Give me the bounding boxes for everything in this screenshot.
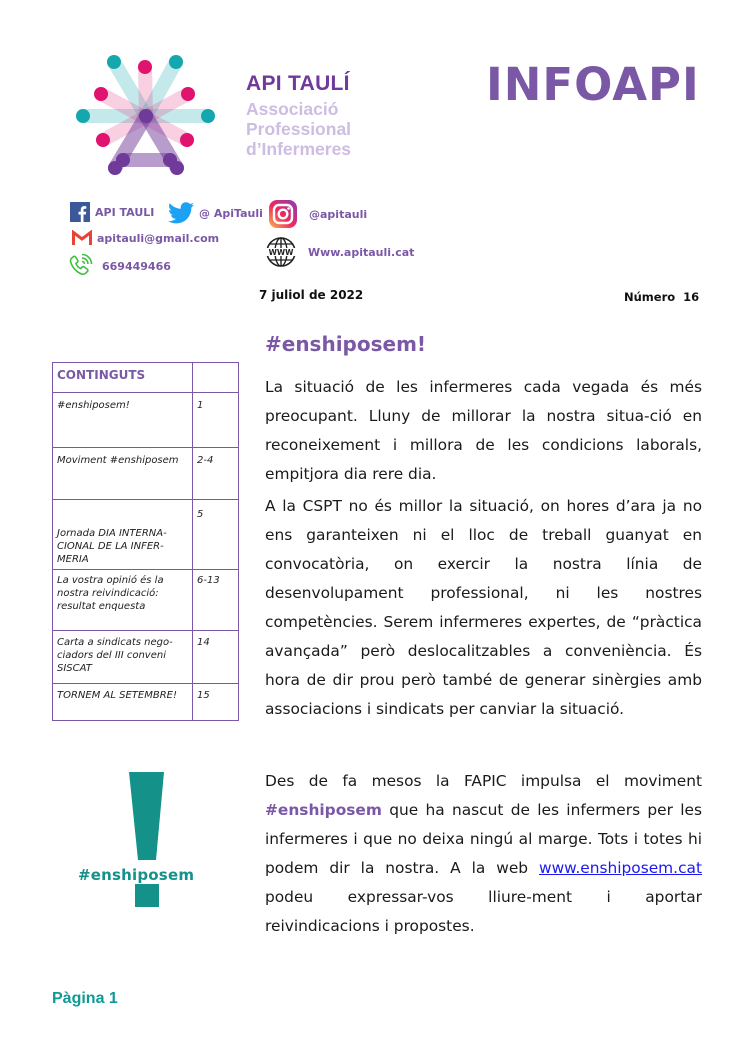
contact-twitter[interactable] — [168, 202, 263, 224]
toc-item-pages: 5 — [193, 500, 239, 570]
paragraph-3-text: Des de fa mesos la FAPIC impulsa el moviment — [265, 772, 702, 790]
brand-subtitle — [246, 99, 351, 159]
email-label: apitauli@gmail.com — [97, 231, 220, 245]
toc-item-pages: 1 — [193, 393, 239, 448]
toc-item-pages: 15 — [193, 684, 239, 721]
campaign-hashtag-logo: #enshiposem — [78, 866, 195, 884]
twitter-icon — [168, 202, 194, 224]
web-label: Www.apitauli.cat — [308, 245, 415, 259]
toc-item-title[interactable]: Jornada DIA INTERNA-CIONAL DE LA INFER-MERIA — [53, 500, 193, 570]
brand-name: API TAULÍ — [246, 72, 350, 95]
brand-subtitle-line: Professional — [246, 119, 352, 139]
svg-text:WWW: WWW — [268, 248, 294, 257]
exclamation-mark-icon — [124, 770, 170, 910]
toc-item-pages: 6-13 — [193, 570, 239, 631]
issue-number: Número 16 — [624, 290, 700, 304]
toc-row[interactable] — [53, 684, 239, 721]
contact-phone[interactable] — [67, 253, 171, 279]
table-of-contents — [52, 362, 239, 721]
contact-web[interactable] — [265, 236, 414, 268]
toc-item-pages: 2-4 — [193, 448, 239, 500]
contact-email[interactable] — [72, 230, 219, 246]
instagram-icon — [268, 199, 298, 229]
article-paragraph-3 — [265, 767, 702, 941]
toc-item-pages: 14 — [193, 631, 239, 684]
toc-row[interactable] — [53, 570, 239, 631]
paragraph-3-text: podeu expressar-vos lliure-ment i aportar reivindicacions i propostes. — [265, 888, 702, 935]
toc-item-title[interactable]: TORNEM AL SETEMBRE! — [53, 684, 193, 721]
article-paragraph-2: A la CSPT no és millor la situació, on hores d’ara ja no ens garanteixen ni el lloc de treball guanyat en convocatòria, on exercir la nostra línia de desenvolupament professional, ni les nostres competències. Serem infermeres expertes, de “pràctica avançada” però deslocalitzables a conveniència. És hora de dir prou però també de generar sinèrgies amb associacions i sindicats per canviar la situació. — [265, 497, 702, 718]
instagram-label: @apitauli — [309, 207, 368, 221]
toc-heading: CONTINGUTS — [53, 363, 193, 393]
toc-item-title[interactable]: La vostra opinió és la nostra reivindicació: resultat enquesta — [53, 570, 193, 631]
toc-row[interactable] — [53, 393, 239, 448]
contact-facebook[interactable] — [70, 202, 154, 222]
brand-subtitle-line: Associació — [246, 99, 339, 119]
toc-header-row — [53, 363, 239, 393]
toc-item-title[interactable]: Moviment #enshiposem — [53, 448, 193, 500]
toc-item-title[interactable]: #enshiposem! — [53, 393, 193, 448]
enshiposem-website-link[interactable]: www.enshiposem.cat — [539, 859, 702, 877]
phone-icon — [67, 253, 93, 279]
twitter-label: @ ApiTauli — [199, 206, 263, 220]
page-number: Pàgina 1 — [52, 990, 118, 1007]
phone-label: 669449466 — [102, 259, 171, 273]
gmail-icon — [72, 230, 92, 246]
contact-instagram[interactable] — [268, 199, 367, 229]
facebook-label: API TAULI — [95, 205, 155, 219]
toc-row[interactable] — [53, 631, 239, 684]
toc-item-title[interactable]: Carta a sindicats nego-ciadors del III conveni SISCAT — [53, 631, 193, 684]
newsletter-title: INFOAPI — [486, 58, 700, 111]
brand-subtitle-line: d’Infermeres — [246, 139, 352, 159]
article-title: #enshiposem! — [265, 332, 427, 356]
toc-row[interactable] — [53, 448, 239, 500]
hashtag-enshiposem: #enshiposem — [265, 801, 382, 819]
article-paragraph-1: La situació de les infermeres cada vegada és més preocupant. Lluny de millorar la nostra situa-ció en reconeixement i millora de les condicions laborals, empitjora dia rere dia. — [265, 378, 702, 483]
globe-www-icon — [265, 236, 297, 268]
paragraph-3-text: que ha nascut de les infermers per les infermeres i que no deixa ningú al marge. Tots i totes hi podem dir la nostra. A la web — [265, 801, 702, 877]
facebook-icon — [70, 202, 90, 222]
toc-heading-pages — [193, 363, 239, 393]
issue-date: 7 juliol de 2022 — [259, 288, 364, 302]
api-tauli-logo — [70, 45, 220, 185]
toc-row[interactable] — [53, 500, 239, 570]
